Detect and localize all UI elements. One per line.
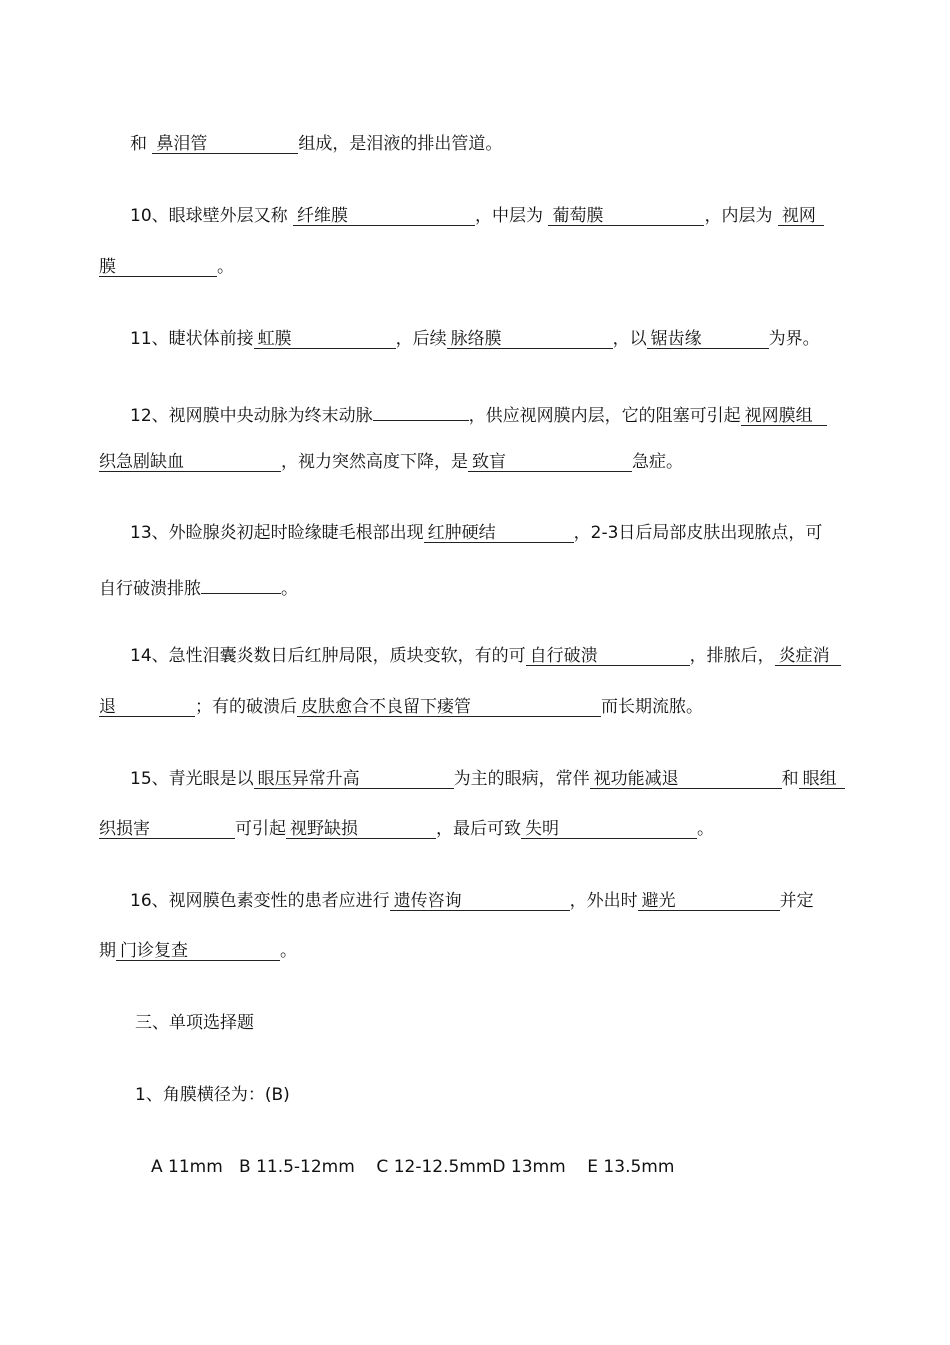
text: 期	[99, 941, 116, 961]
answer: 失明	[525, 819, 559, 839]
text: 睫状体前接	[168, 329, 254, 349]
answer: 视野缺损	[290, 819, 358, 839]
text: ，视力突然高度下降，是	[281, 452, 468, 472]
question-14	[130, 645, 841, 667]
answer: 视功能减退	[593, 769, 679, 789]
question-14-cont	[99, 696, 703, 718]
text: 和	[130, 134, 147, 154]
answer: 眼组	[802, 769, 837, 789]
blank-15-3	[799, 768, 845, 789]
text: ，最后可致	[436, 819, 521, 839]
text: 。	[280, 941, 297, 961]
text: 青光眼是以	[168, 769, 254, 789]
blank-10-2	[548, 205, 704, 226]
section-title: 三、单项选择题	[135, 1013, 254, 1033]
text: 和	[781, 769, 799, 789]
text: ，内层为	[704, 206, 773, 226]
question-10-cont	[99, 256, 234, 278]
text: 为主的眼病，常伴	[453, 769, 590, 789]
question-number: 14、	[130, 646, 169, 666]
answer: 致盲	[472, 452, 506, 472]
answer: 视网膜组	[744, 406, 813, 426]
blank-16-1	[390, 890, 570, 911]
blank-14-1	[526, 645, 690, 666]
blank-12-3	[468, 451, 632, 472]
blank-14-2	[775, 645, 841, 666]
text: 外睑腺炎初起时睑缘睫毛根部出现	[168, 523, 424, 543]
text: ，以	[612, 329, 647, 349]
blank-15-3b	[99, 818, 235, 839]
question-15-cont	[99, 818, 714, 840]
question-15	[130, 768, 845, 790]
text: ；有的破溃后	[195, 697, 297, 717]
answer: 避光	[641, 891, 676, 911]
text: 眼球壁外层又称	[168, 206, 288, 226]
blank-12-2	[741, 405, 827, 426]
answer: 葡萄膜	[552, 206, 604, 226]
text: 自行破溃排脓	[99, 579, 201, 599]
answer: 织损害	[99, 819, 150, 839]
question-11	[130, 328, 820, 350]
answer: 纤维膜	[297, 206, 349, 226]
question-number: 12、	[130, 406, 169, 426]
text: 。	[217, 257, 234, 277]
answer-line-9-end	[130, 133, 502, 155]
answer: 锯齿缘	[650, 329, 702, 349]
question-number: 10、	[130, 206, 169, 226]
text: ，排脓后，	[689, 646, 775, 666]
text: ，2-3日后局部皮肤出现脓点，可	[573, 523, 823, 543]
blank-15-4	[286, 818, 436, 839]
blank-9-4	[152, 133, 298, 154]
choice-question-1-options: A 11mm B 11.5-12mm C 12-12.5mmD 13mm E 13.5mm	[151, 1157, 675, 1177]
text: 。	[281, 579, 298, 599]
text: ，中层为	[475, 206, 544, 226]
text: 急性泪囊炎数日后红肿局限，质块变软，有的可	[168, 646, 526, 666]
answer: 皮肤愈合不良留下瘘管	[301, 697, 471, 717]
blank-10-1	[293, 205, 475, 226]
blank-11-2	[447, 328, 613, 349]
answer: 自行破溃	[529, 646, 598, 666]
text: 视网膜色素变性的患者应进行	[168, 891, 390, 911]
answer: 脉络膜	[450, 329, 502, 349]
text: 视网膜中央动脉为终末动脉	[168, 406, 373, 426]
question-number: 16、	[130, 891, 169, 911]
answer: 鼻泪管	[156, 134, 208, 154]
answer: 视网	[781, 206, 816, 226]
question-16	[130, 890, 814, 912]
answer: 退	[99, 697, 116, 717]
question-number: 13、	[130, 523, 169, 543]
answer: 门诊复查	[120, 941, 188, 961]
blank-12-1	[373, 400, 469, 421]
blank-10-3b	[99, 256, 217, 277]
blank-15-1	[254, 768, 454, 789]
text: 而长期流脓。	[601, 697, 703, 717]
blank-10-3	[778, 205, 824, 226]
answer: 膜	[99, 257, 116, 277]
answer: 遗传咨询	[393, 891, 462, 911]
answer: 眼压异常升高	[257, 769, 360, 789]
blank-11-3	[647, 328, 769, 349]
text: 为界。	[768, 329, 820, 349]
question-10	[130, 205, 824, 227]
text: ，外出时	[569, 891, 638, 911]
question-number: 15、	[130, 769, 169, 789]
answer: 织急剧缺血	[99, 452, 184, 472]
blank-16-2	[638, 890, 780, 911]
blank-11-1	[254, 328, 396, 349]
question-12-cont	[99, 451, 683, 473]
blank-13-1	[424, 522, 574, 543]
blank-12-2b	[99, 451, 281, 472]
question-12	[130, 400, 827, 427]
question-13	[130, 522, 822, 544]
answer: 红肿硬结	[427, 523, 496, 543]
question-13-cont	[99, 573, 298, 600]
text: 急症。	[632, 452, 683, 472]
choice-question-1-stem: 1、角膜横径为：(B)	[135, 1085, 290, 1105]
text: 并定	[779, 891, 814, 911]
text: ，供应视网膜内层，它的阻塞可引起	[468, 406, 741, 426]
text: 。	[697, 819, 714, 839]
blank-15-5	[521, 818, 697, 839]
text: ，后续	[395, 329, 447, 349]
text: 组成，是泪液的排出管道。	[298, 134, 503, 154]
blank-14-2b	[99, 696, 195, 717]
text: 可引起	[235, 819, 286, 839]
blank-14-3	[297, 696, 601, 717]
question-16-cont	[99, 940, 297, 962]
question-number: 11、	[130, 329, 169, 349]
answer: 虹膜	[257, 329, 292, 349]
blank-15-2	[590, 768, 782, 789]
answer: 炎症消	[778, 646, 830, 666]
blank-16-3	[116, 940, 280, 961]
blank-13-2	[201, 573, 281, 594]
